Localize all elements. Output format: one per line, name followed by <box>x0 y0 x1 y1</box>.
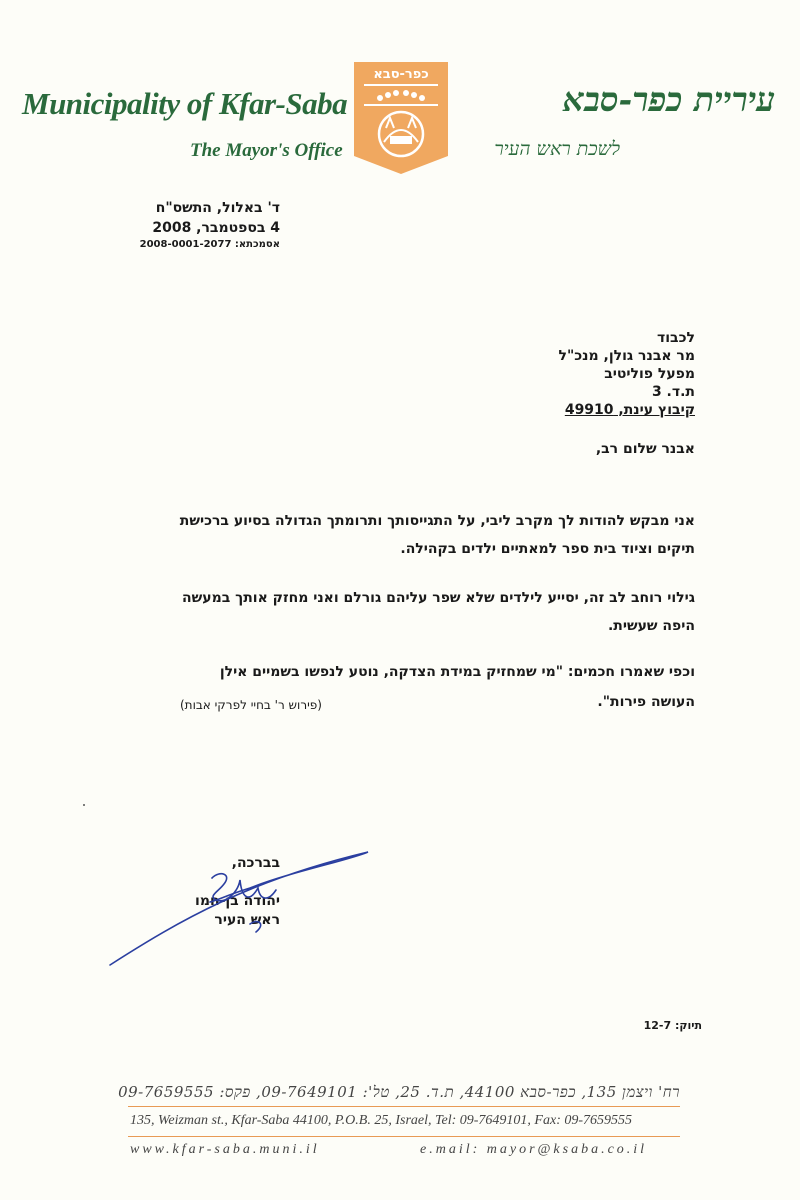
recipient-line-5: קיבוץ עינת, 49910 <box>564 402 695 418</box>
handwritten-signature-icon <box>100 840 390 980</box>
recipient-line-4: ת.ד. 3 <box>651 384 695 400</box>
signer-name: יהודה בן-חמו <box>195 893 280 909</box>
date-hebrew: ד' באלול, התשס"ח <box>155 200 280 216</box>
date-gregorian: 4 בספטמבר, 2008 <box>152 220 280 236</box>
recipient-line-2: מר אבנר גולן, מנכ"ל <box>558 348 695 364</box>
mayor-office-en: The Mayor's Office <box>190 140 343 161</box>
paragraph-1-line-2: תיקים וציוד בית ספר למאתיים ילדים בקהילה. <box>400 541 695 557</box>
greeting: אבנר שלום רב, <box>595 441 695 457</box>
footer-divider-2 <box>128 1136 680 1137</box>
filing-code: תיוק: 12-7 <box>643 1019 702 1032</box>
signer-title: ראש העיר <box>214 912 280 928</box>
city-emblem-icon <box>350 58 452 176</box>
footer-address-he: רח' ויצמן 135, כפר-סבא 44100, ת.ד. 25, טל': 09-7649101, פקס: 09-7659555 <box>118 1083 680 1101</box>
closing: בברכה, <box>231 855 280 871</box>
mayor-office-he: לשכת ראש העיר <box>494 138 620 160</box>
footer-address-en: 135, Weizman st., Kfar-Saba 44100, P.O.B. 25, Israel, Tel: 09-7649101, Fax: 09-7659555 <box>130 1113 633 1128</box>
footer-divider-1 <box>128 1106 680 1107</box>
paragraph-3-line-2: העושה פירות". <box>597 694 695 710</box>
recipient-line-1: לכבוד <box>657 330 695 346</box>
paragraph-2-line-1: גילוי רוחב לב זה, יסייע לילדים שלא שפר עליהם גורלם ואני מחזק אותך במעשה <box>182 590 695 606</box>
reference-number: אסמכתא: 2008-0001-2077 <box>139 239 280 250</box>
paragraph-1-line-1: אני מבקש להודות לך מקרב ליבי, על התגייסותך ותרומתך הגדולה בסיוע ברכישת <box>179 513 695 529</box>
recipient-line-3: מפעל פוליטיב <box>604 366 695 382</box>
stray-mark <box>83 804 85 806</box>
paragraph-2-line-2: היפה שעשית. <box>607 618 695 634</box>
footer-website: www.kfar-saba.muni.il <box>130 1142 320 1157</box>
paragraph-3-line-1: וכפי שאמרו חכמים: "מי שמחזיק במידת הצדקה, נוטע לנפשו בשמיים אילן <box>219 664 695 680</box>
quote-source: (פירוש ר' בחיי לפרקי אבות) <box>180 698 322 712</box>
municipality-name-en: Municipality of Kfar-Saba <box>22 86 348 121</box>
municipality-name-he: עיריית כפר-סבא <box>562 80 775 119</box>
footer-email: e.mail: mayor@ksaba.co.il <box>420 1142 648 1157</box>
emblem-label: כפר-סבא <box>373 67 429 82</box>
